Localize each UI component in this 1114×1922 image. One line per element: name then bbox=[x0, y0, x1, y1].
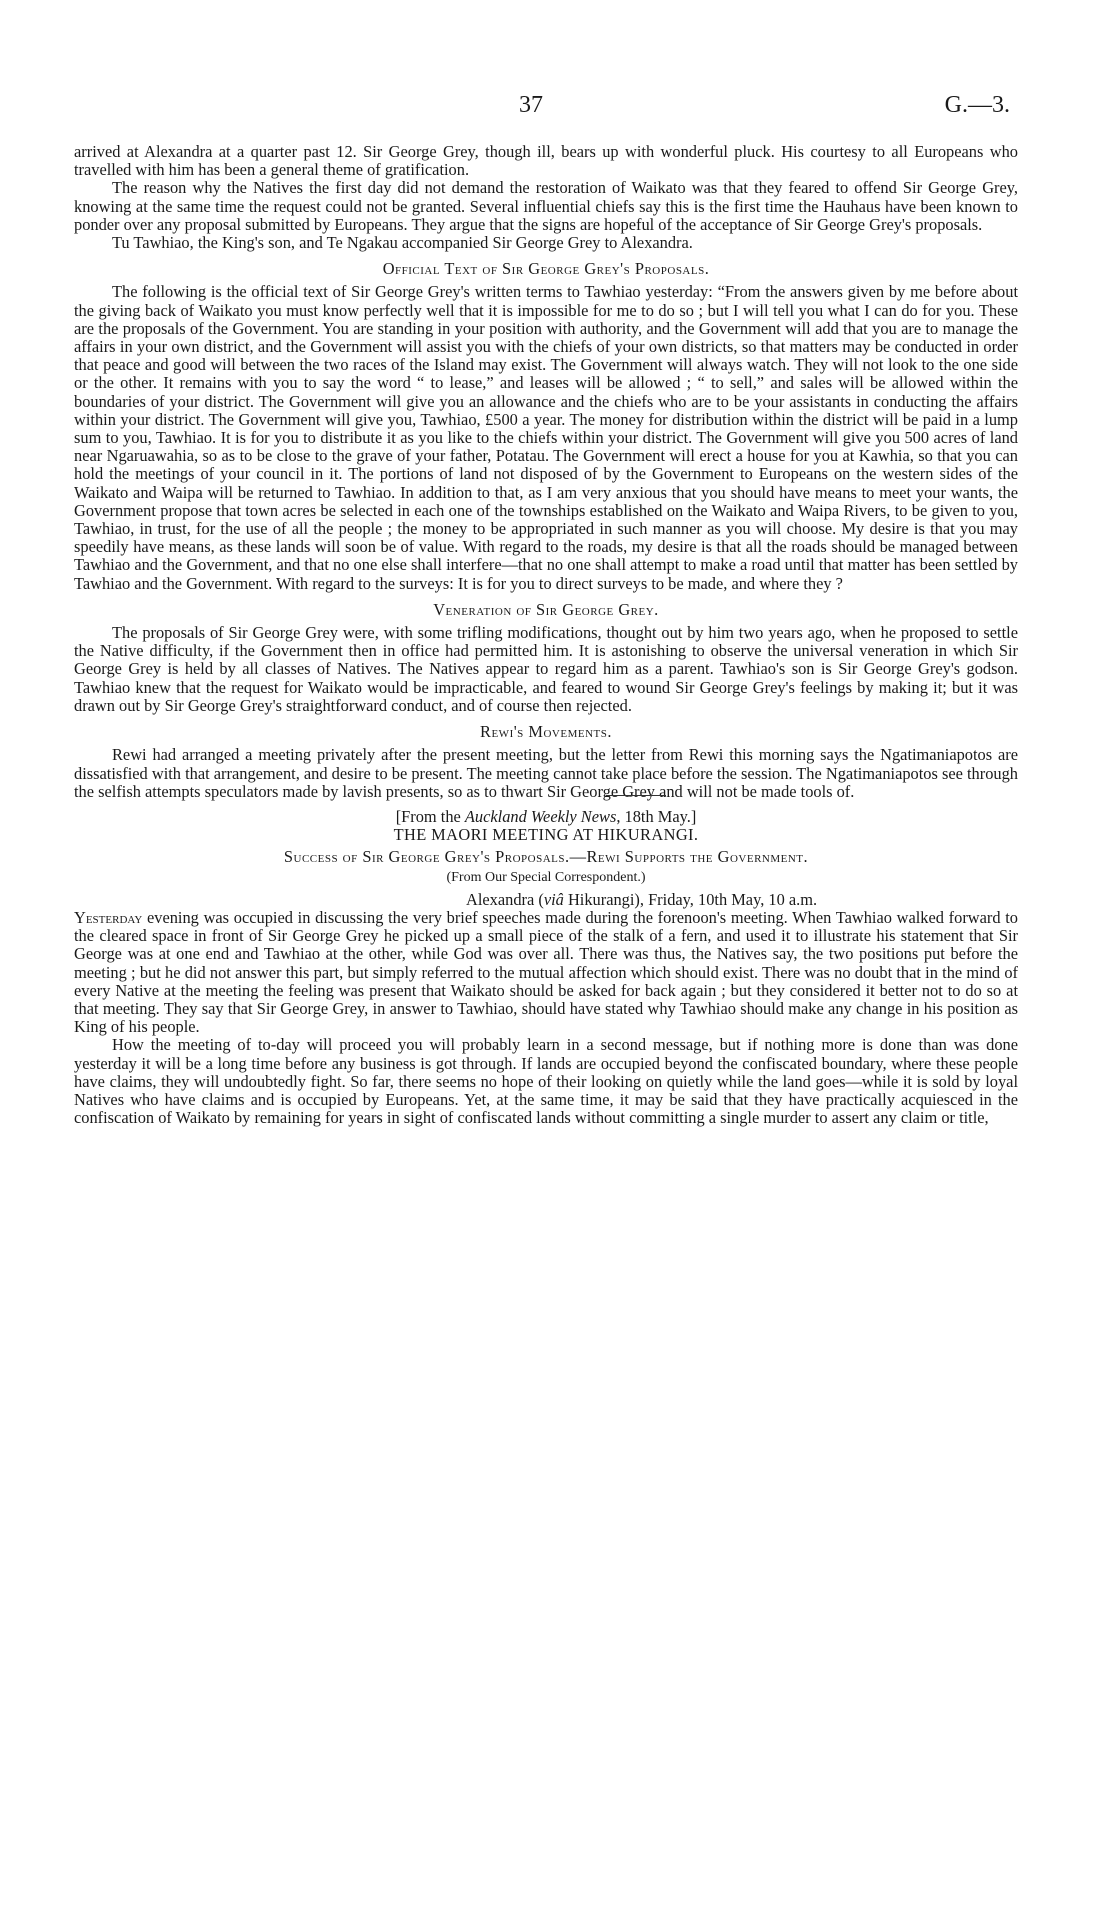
source-newspaper: Auckland Weekly News bbox=[464, 806, 617, 826]
lead-word: Yesterday bbox=[74, 907, 143, 927]
section-heading-veneration: Veneration of Sir George Grey. bbox=[433, 599, 659, 619]
article-title: THE MAORI MEETING AT HIKURANGI. bbox=[393, 825, 699, 845]
article-body bbox=[74, 143, 1018, 1127]
paragraph-tu-tawhiao: Tu Tawhiao, the King's son, and Te Ngakau accompanied Sir George Grey to Alexandra. bbox=[112, 233, 693, 253]
document-reference: G.—3. bbox=[944, 92, 1010, 118]
section-heading-rewi: Rewi's Movements. bbox=[480, 722, 612, 742]
paragraph-meeting-today: How the meeting of to-day will proceed you will probably learn in a second message, but if nothing more is done than was done yesterday it will be a long time before any business is got through. If lands are occupied beyond the confiscated boundary, where these people have claims, they will undoubtedly fight. So far, there seems no hope of their looking on quietly while the land goes—while it is sold by loyal Natives who have claims and is occupied by Europeans. Yet, at the same time, it may be said that they have practically acquiesced in the confiscation of Waikato by remaining for years in sight of confiscated lands without committing a single murder to assert any claim or title, bbox=[74, 1035, 1018, 1128]
paragraph-rewi: Rewi had arranged a meeting privately after the present meeting, but the letter from Rewi this morning says the Ngatimaniapotos are dissatisfied with that arrangement, and desire to be present. The meeting cannot take place before the session. The Ngatimaniapotos see through the selfish attempts speculators made by lavish presents, so as to thwart Sir George Grey and will not be made tools of. bbox=[74, 745, 1018, 801]
paragraph-yesterday: Yesterday evening was occupied in discussing the very brief speeches made during the forenoon's meeting. When Tawhiao walked forward to the cleared space in front of Sir George Grey he picked up a small piece of the stalk of a fern, and used it to illustrate his statement that Sir George was at one end and Tawhiao at the other, while God was over all. There was thus, the Natives say, the two positions put before the meeting ; but he did not answer this part, but simply referred to the mutual affection which should exist. There was no doubt that in the mind of every Native at the meeting the feeling was present that Waikato should be asked for back again ; but they considered it better not to do so at that meeting. They say that Sir George Grey, in answer to Tawhiao, should have stated why Tawhiao should make any change in his position as King of his people. bbox=[74, 907, 1018, 1037]
paragraph-natives-reason: The reason why the Natives the first day did not demand the restoration of Waikato was that they feared to offend Sir George Grey, knowing at the same time the request could not be granted. Several influential chiefs say this is the first time the Hauhaus have been known to ponder over any proposal submitted by Europeans. They argue that the signs are hopeful of the acceptance of Sir George Grey's proposals. bbox=[74, 178, 1018, 234]
page-header bbox=[0, 92, 1114, 122]
article-subtitle: Success of Sir George Grey's Proposals.—Rewi Supports the Government. bbox=[283, 847, 809, 867]
paragraph-official-text: The following is the official text of Sir George Grey's written terms to Tawhiao yesterday: “From the answers given by me before about the giving back of Waikato you must know perfectly well that it is impossible for me to do so ; but I will tell you what I can do for you. These are the proposals of the Government. You are standing in your position with authority, and the Government will add that you are to manage the affairs in your own district, and the Government will assist you with the chiefs of your own districts, so that matters may be conducted in order that peace and good will between the two races of the Island may exist. The Government will always watch. They will not look to the one side or the other. It remains with you to say the word “ to lease,” and leases will be allowed ; “ to sell,” and sales will be allowed within the boundaries of your district. The Government will give you an allowance and the chiefs who are to be your assistants in conducting the affairs within your district. The Government will give you, Tawhiao, £500 a year. The money for distribution within the district will be paid in a lump sum to you, Tawhiao. It is for you to distribute it as you like to the chiefs within your district. The Government will give you 500 acres of land near Ngaruawahia, so as to be close to the grave of your father, Potatau. The Government will erect a house for you at Kawhia, so that you can hold the meetings of your council in it. The portions of land not disposed of by the Government to Europeans on the western sides of the Waikato and Waipa will be returned to Tawhiao. In addition to that, as I am very anxious that you should have means to meet your wants, the Government propose that town acres be selected in each one of the townships established on the Waikato and Waipa Rivers, to be given to you, Tawhiao, in trust, for the use of all the people ; the money to be appropriated in such manner as you will choose. My desire is that you may speedily have means, as these lands will soon be of value. With regard to the roads, my desire is that all the roads should be managed between Tawhiao and the Government, and that no one else shall interfere—that no one shall attempt to make a road until that matter has been settled by Tawhiao and the Government. With regard to the surveys: It is for you to direct surveys to be made, and where they ? bbox=[74, 282, 1018, 593]
dateline-via: viâ bbox=[543, 889, 564, 909]
page-number: 37 bbox=[519, 92, 543, 118]
dateline: Alexandra (viâ Hikurangi), Friday, 10th May, 10 a.m. bbox=[466, 889, 818, 909]
source-suffix: , 18th May.] bbox=[616, 806, 697, 826]
paragraph-veneration: The proposals of Sir George Grey were, with some trifling modifications, thought out by him two years ago, when he proposed to settle the Native difficulty, if the Government then in office had permitted him. It is astonishing to observe the universal veneration in which Sir George Grey is held by all classes of Natives. The Natives appear to regard him as a parent. Tawhiao's son is Sir George Grey's godson. Tawhiao knew that the request for Waikato would be impracticable, and feared to wound Sir George Grey's feelings by making it; but it was drawn out by Sir George Grey's straightforward conduct, and of course then rejected. bbox=[74, 623, 1018, 715]
separator-rule bbox=[606, 795, 666, 796]
paragraph-arrival: arrived at Alexandra at a quarter past 12. Sir George Grey, though ill, bears up with wonderful pluck. His courtesy to all Europeans who travelled with him has been a general theme of gratification. bbox=[74, 142, 1018, 180]
source-prefix: [From the bbox=[395, 806, 465, 826]
source-line bbox=[74, 808, 1018, 826]
section-heading-official-text: Official Text of Sir George Grey's Proposals. bbox=[382, 259, 710, 279]
correspondent-line: (From Our Special Correspondent.) bbox=[446, 869, 646, 885]
